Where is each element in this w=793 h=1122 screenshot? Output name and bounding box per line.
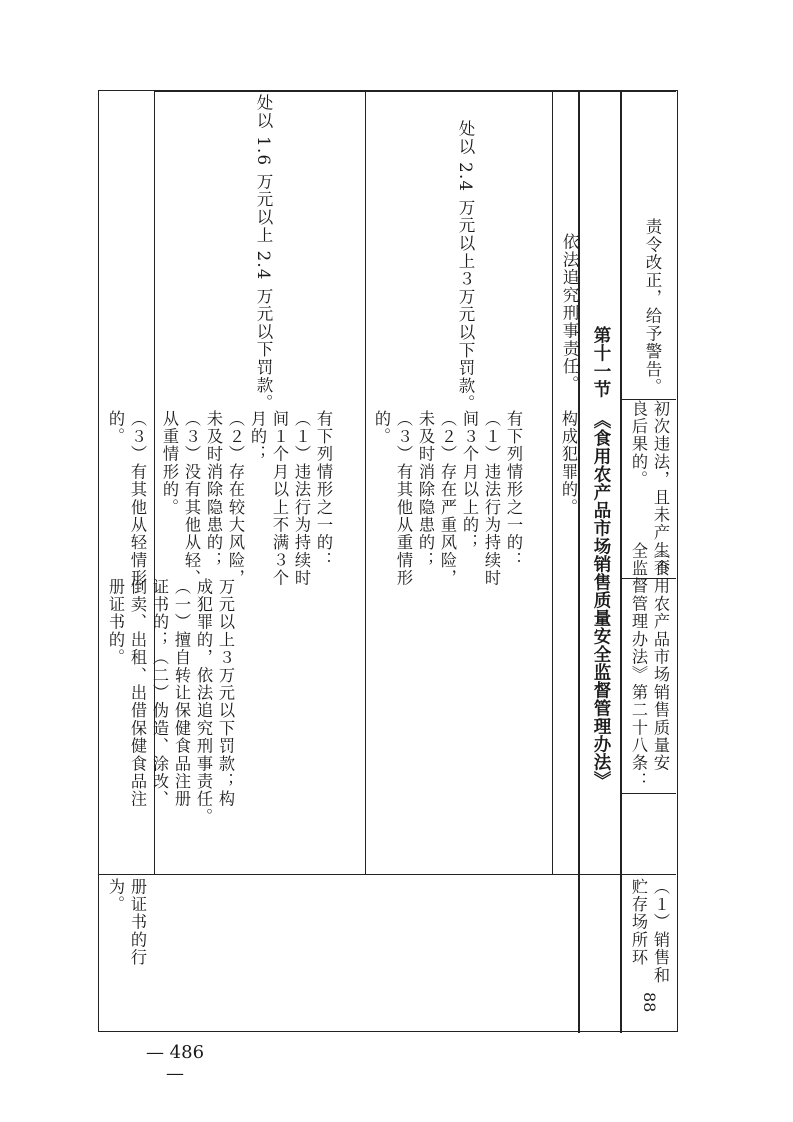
- lower-cell-divider: [620, 874, 676, 875]
- lower-cell-divider: [620, 793, 676, 794]
- lower-condition: 初次违法，且未产生不 良后果的。: [629, 400, 670, 577]
- upper-legal-basis: 万元以上３万元以下罚款；构 成犯罪的，依法追究刑事责任。 （一）擅自转让保健食品注册 证书的；（二）伪造、涂改、 倒卖、出租、出借保健食品注 册证书的。: [106, 578, 235, 826]
- penalty-general: 处以 1.6 万元以上 2.4 万元以下罚款。: [254, 94, 273, 412]
- lower-row-number: 88: [640, 992, 659, 1013]
- section-right-border: [620, 91, 622, 1033]
- lower-legal-basis: 《食用农产品市场销售质量安 全监督管理办法》第二十八条：: [629, 542, 670, 790]
- condition-light: （３）有其他从轻情形 的。: [106, 410, 147, 587]
- penalty-crime: 依法追究刑事责任。: [560, 233, 579, 394]
- condition-severe: 有下列情形之一的： （１）违法行为持续时 间３个月以上的； （２）存在严重风险， 未及时消除隐患的； （３）有其他从重情形 的。: [372, 410, 523, 587]
- row-divider: [99, 874, 676, 875]
- lower-item-name: （１）销售和 贮存场所环: [629, 878, 670, 985]
- condition-crime: 构成犯罪的。: [559, 410, 578, 517]
- col-divider: [552, 91, 553, 874]
- condition-general: 有下列情形之一的： （１）违法行为持续时 间１个月以上不满３个 月的； （２）存在较大风险， 未及时消除隐患的； （３）没有其他从轻、 从重情形的。: [160, 410, 333, 587]
- upper-item-name: 册证书的行 为。: [106, 878, 147, 967]
- cell-divider: [154, 91, 676, 92]
- page-number: — 486 —: [145, 1042, 205, 1084]
- section-title: 第十一节 《食用农产品市场销售质量安全监督管理办法》: [591, 326, 611, 790]
- penalty-severe: 处以 2.4 万元以上３万元以下罚款。: [456, 120, 475, 413]
- lower-penalty: 责令改正，给予警告。: [643, 218, 662, 396]
- subrow-divider: [365, 91, 366, 874]
